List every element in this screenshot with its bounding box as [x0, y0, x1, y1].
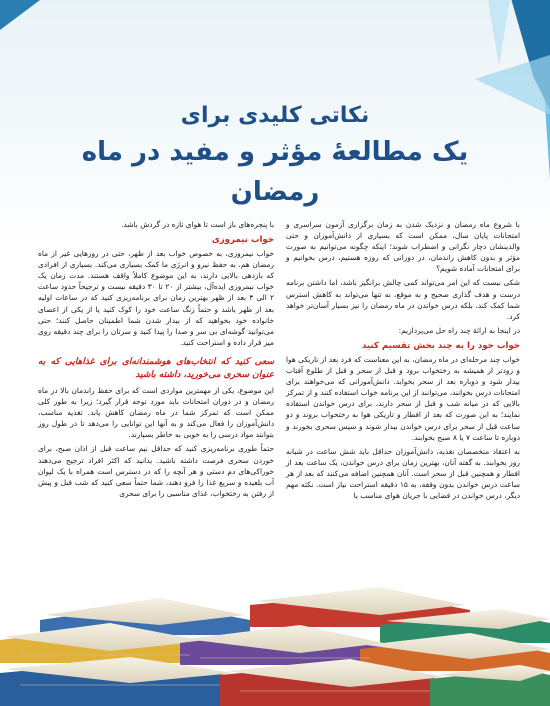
article-title	[60, 100, 490, 212]
paragraph: این موضوع، یکی از مهمترین مواردی است که برای حفظ راندمان بالا در ماه رمضان و در دوران امتحانات باید مورد توجه قرار گیرد؛ زیرا به طور کلی ممکن است که تمرکز شما در ماه رمضان کاهش یابد. تغذیه مناسب، دانش‌آموزان را فعال می‌کند و به آنها این توانایی را می‌دهد تا در طول روز بتوانند مواد درسی را به خوبی به خاطر بسپارند.	[38, 385, 274, 440]
books-illustration	[0, 565, 550, 706]
right-column	[286, 219, 520, 504]
paragraph: در اینجا به ارائهٔ چند راه حل می‌پردازیم:	[398, 325, 520, 335]
paragraph: خواب نیمروزی، به خصوص خواب بعد از ظهر، حتی در روزهایی غیر از ماه رمضان هم، به حفظ نیرو و انرژی ما کمک بسیاری می‌کند. بسیاری از افرادی که بازدهی بالایی دارند، به این موضوع کاملاً واقف هستند. مدت زمان یک خواب نیمروزی ایده‌آل، بیشتر از ۲۰ تا ۳۰ دقیقه نیست و ترجیحاً حدود ساعت ۲ الی ۳ بعد از ظهر بهترین زمان برای برنامه‌ریزی کنید که در ساعات اولیه بعد از ظهر باشد و حتماً زنگ ساعت خود را کوک کنید یا از یکی از اعضای خانواده خود بخواهید که از بیدار شدن شما اطمینان حاصل کنند؛ حتی می‌توانید گوشه‌ای بی سر و صدا را پیدا کنید و سرتان را برای چند دقیقه روی میز قرار داده و استراحت کنید.	[38, 249, 275, 347]
section-heading: خواب خود را به چند بخش تقسیم کنید	[361, 340, 520, 351]
title-line-2: یک مطالعۀ مؤثر و مفید در ماه رمضان	[81, 137, 469, 207]
title-line-1: نکاتی کلیدی برای	[180, 103, 370, 128]
left-column	[38, 219, 274, 502]
paragraph: به اعتقاد متخصصان تغذیه، دانش‌آموزان حداقل باید شش ساعت در شبانه روز بخوابند. به گفته آنان، بهترین زمان برای درس خواندن، یک ساعت بعد از افطار و همچنین قبل از سحر است. آنان همچنین اضافه می‌کنند که بعد از هر ساعت درس خواندن بدون وقفه، به ۱۵ دقیقه استراحت نیاز است. نکته مهم دیگر، درس خواندن در فضایی با جریان هوای مناسب یا	[286, 446, 520, 501]
paragraph: با شروع ماه رمضان و نزدیک شدن به زمان برگزاری آزمون سراسری و امتحانات پایان سال، ممکن است که بسیاری از دانش‌آموزان و حتی والدینشان دچار نگرانی و اضطراب شوند؛ اینکه چگونه می‌توانیم به صورت مؤثر و بدون کاهش راندمان، در دورانی که روزه هستیم، درس بخوانیم و برای امتحانات آماده شویم؟	[286, 220, 520, 274]
section-heading: سعی کنید که انتخاب‌های هوشمندانه‌ای برای غذاهایی که به عنوان سحری می‌خورید، داشته باشید	[38, 356, 274, 380]
paragraph: با پنجره‌های باز است تا هوای تازه در گردش باشد.	[121, 220, 274, 229]
section-heading: خواب نیمروزی	[211, 235, 274, 246]
paragraph: خواب چند مرحله‌ای در ماه رمضان، به این معناست که فرد بعد از تاریکی هوا و زودتر از همیشه به رختخواب برود و قبل از سحر و قبل از طلوع آفتاب بیدار شود و دوباره بعد از سحر بخوابد. دانش‌آموزانی که می‌خواهند برای امتحانات درس بخوانند، می‌توانند از این برنامه خواب استفاده کنند و از تمرکز بالایی که در میانه شب و قبل از سحر دارند، برای درس خواندن استفاده نمایند؛ به این صورت که بعد از افطار و تاریکی هوا به رختخواب بروند و دو ساعت قبل از سحر برای درس خواندن بیدار شوند و سپس سحری بخورند و دوباره تا ساعت ۷ یا ۸ صبح بخوابند.	[286, 354, 520, 442]
paragraph: شکی نیست که این امر می‌تواند کمی چالش برانگیز باشد، اما داشتن برنامه درست و هدف گذاری صحیح و به موقع، نه تنها می‌تواند به کاهش استرس شما کمک کند، بلکه درس خواندن در ماه رمضان را نیز بسیار آسان‌تر خواهد کرد.	[286, 278, 520, 321]
paragraph: حتماً طوری برنامه‌ریزی کنید که حداقل نیم ساعت قبل از اذان صبح، برای خوردن سحری فرصت داشته باشید. بدانید که اکثر افراد ترجیح می‌دهند خوراکی‌های دم دستی و هر آنچه را که در دسترس است همراه با یک لیوان آب بلعیده و سریع غذا را فرو دهند، شما حتماً سعی کنید که شب قبل و پیش از رفتن به رختخواب، غذای مناسبی را برای سحری	[38, 444, 274, 498]
